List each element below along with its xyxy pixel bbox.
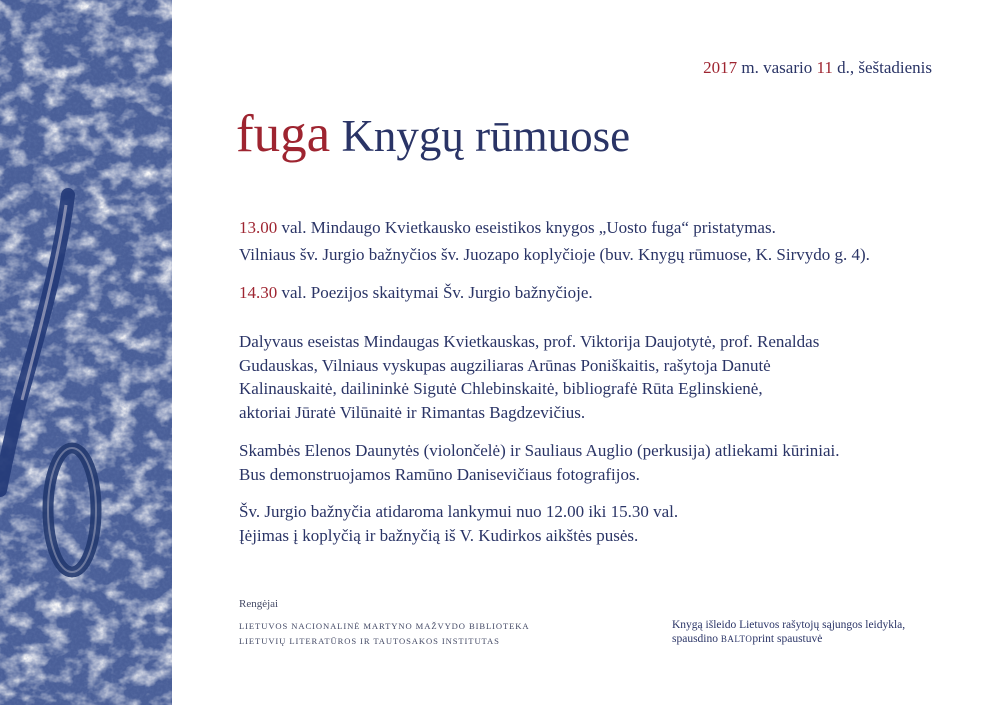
printer-suffix: print spaustuvė: [752, 633, 823, 645]
printer-prefix: spausdino: [672, 633, 721, 645]
program-location: Vilniaus šv. Jurgio bažnyčios šv. Juozapo koplyčioje (buv. Knygų rūmuose, K. Sirvydo g. 4).: [239, 245, 870, 264]
program-item-1: [239, 214, 870, 268]
paragraph-line: Skambės Elenos Daunytės (violončelė) ir Sauliaus Auglio (perkusija) atliekami kūriniai.: [239, 441, 840, 460]
program-item-2: [239, 279, 593, 306]
event-date: [703, 58, 932, 78]
artwork-panel: [0, 0, 172, 705]
opening-hours-paragraph: [239, 500, 678, 547]
page-title: [236, 105, 631, 163]
title-fuga: fuga: [236, 105, 331, 163]
paragraph-line: Bus demonstruojamos Ramūno Danisevičiaus fotografijos.: [239, 464, 640, 484]
date-year: 2017: [703, 58, 738, 77]
paragraph-line: Šv. Jurgio bažnyčia atidaroma lankymui nuo 12.00 iki 15.30 val.: [239, 502, 679, 521]
organizers-label: Rengėjai: [239, 598, 279, 610]
organizer-item: LIETUVIŲ LITERATŪROS IR TAUTOSAKOS INSTITUTAS: [239, 636, 500, 646]
paragraph-line: Gudauskas, Vilniaus vyskupas augziliaras Arūnas Poniškaitis, rašytoja Danutė: [239, 355, 771, 375]
participants-paragraph: [239, 330, 819, 424]
printer-line: [672, 633, 822, 645]
program-time: 13.00: [239, 218, 278, 237]
program-time: 14.30: [239, 283, 278, 302]
publisher-line: Knygą išleido Lietuvos rašytojų sąjungos leidykla,: [672, 619, 906, 631]
music-paragraph: [239, 439, 840, 486]
date-text-weekday: d., šeštadienis: [832, 58, 932, 77]
program-text: val. Poezijos skaitymai Šv. Jurgio bažnyčioje.: [277, 283, 593, 302]
program-text: val. Mindaugo Kvietkausko eseistikos knygos „Uosto fuga“ pristatymas.: [277, 218, 776, 237]
paragraph-line: Įėjimas į koplyčią ir bažnyčią iš V. Kudirkos aikštės pusės.: [239, 525, 639, 545]
printer-brand: BALTO: [720, 634, 753, 644]
paragraph-line: Dalyvaus eseistas Mindaugas Kvietkauskas, prof. Viktorija Daujotytė, prof. Renaldas: [239, 332, 820, 351]
date-day: 11: [816, 58, 833, 77]
organizer-item: LIETUVOS NACIONALINĖ MARTYNO MAŽVYDO BIBLIOTEKA: [239, 621, 530, 631]
paragraph-line: aktoriai Jūratė Vilūnaitė ir Rimantas Bagdzevičius.: [239, 402, 586, 422]
date-text-month: m. vasario: [737, 58, 817, 77]
paragraph-line: Kalinauskaitė, dailininkė Sigutė Chlebinskaitė, bibliografė Rūta Eglinskienė,: [239, 379, 763, 398]
title-rest: Knygų rūmuose: [330, 111, 631, 161]
